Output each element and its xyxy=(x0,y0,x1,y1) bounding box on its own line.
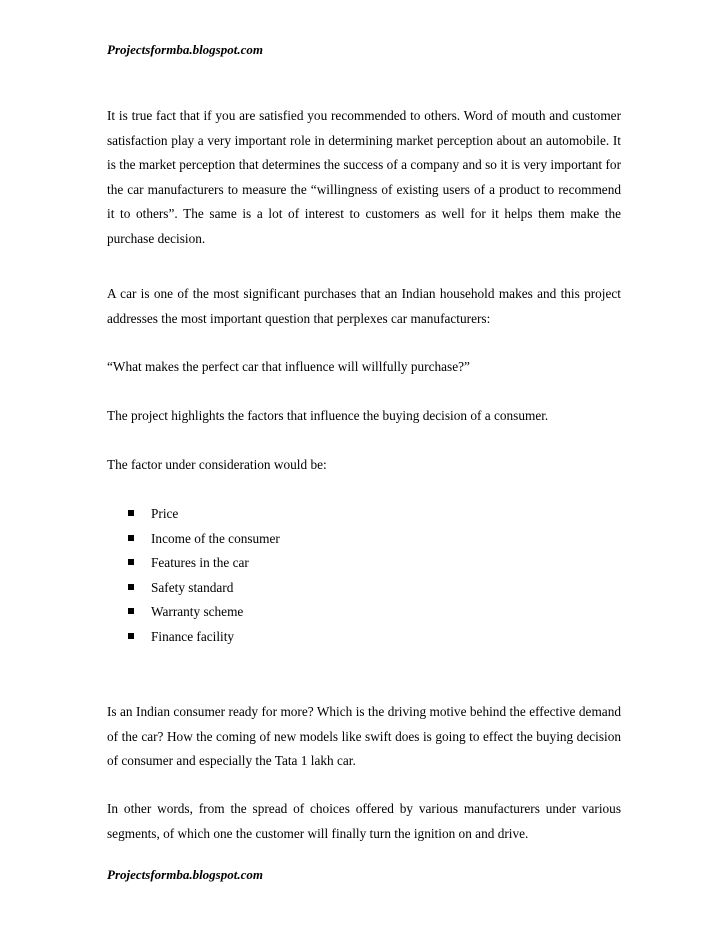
square-bullet-icon xyxy=(128,559,134,565)
paragraph-factors-intro: The factor under consideration would be: xyxy=(107,457,327,472)
list-item xyxy=(127,502,280,527)
list-item xyxy=(127,600,280,625)
paragraph-conclusion: In other words, from the spread of choices offered by various manufacturers under various segments, of which one the customer will finally turn the ignition on and drive. xyxy=(107,801,621,841)
paragraph-intro: It is true fact that if you are satisfied you recommended to others. Word of mouth and customer satisfaction play a very important role in determining market perception about an automobile. It is the market perception that determines the success of a company and so it is very important for the car manufacturers to measure the “willingness of existing users of a product to recommend it to others”. The same is a lot of interest to customers as well for it helps them make the purchase decision. xyxy=(107,108,621,246)
paragraph-significance: A car is one of the most significant purchases that an Indian household makes and this project addresses the most important question that perplexes car manufacturers: xyxy=(107,286,621,326)
list-item-label: Income of the consumer xyxy=(151,530,280,546)
paragraph-question: “What makes the perfect car that influence will willfully purchase?” xyxy=(107,359,470,374)
list-item xyxy=(127,625,280,650)
square-bullet-icon xyxy=(128,633,134,639)
paragraph-consumer-readiness: Is an Indian consumer ready for more? Which is the driving motive behind the effective demand of the car? How the coming of new models like swift does is going to effect the buying decision of consumer and especially the Tata 1 lakh car. xyxy=(107,704,621,768)
list-item-label: Warranty scheme xyxy=(151,604,244,619)
list-item-label: Features in the car xyxy=(151,555,249,570)
square-bullet-icon xyxy=(128,584,134,590)
page-header: Projectsformba.blogspot.com xyxy=(107,42,263,57)
square-bullet-icon xyxy=(128,510,134,516)
square-bullet-icon xyxy=(128,608,134,614)
list-item xyxy=(127,551,280,576)
list-item xyxy=(127,527,280,552)
list-item-label: Finance facility xyxy=(151,628,235,644)
paragraph-highlights: The project highlights the factors that influence the buying decision of a consumer. xyxy=(107,408,549,423)
list-item-label: Price xyxy=(151,506,179,521)
factor-list xyxy=(127,502,280,649)
list-item xyxy=(127,576,280,601)
list-item-label: Safety standard xyxy=(151,579,234,595)
square-bullet-icon xyxy=(128,535,134,541)
page-footer: Projectsformba.blogspot.com xyxy=(107,867,263,882)
